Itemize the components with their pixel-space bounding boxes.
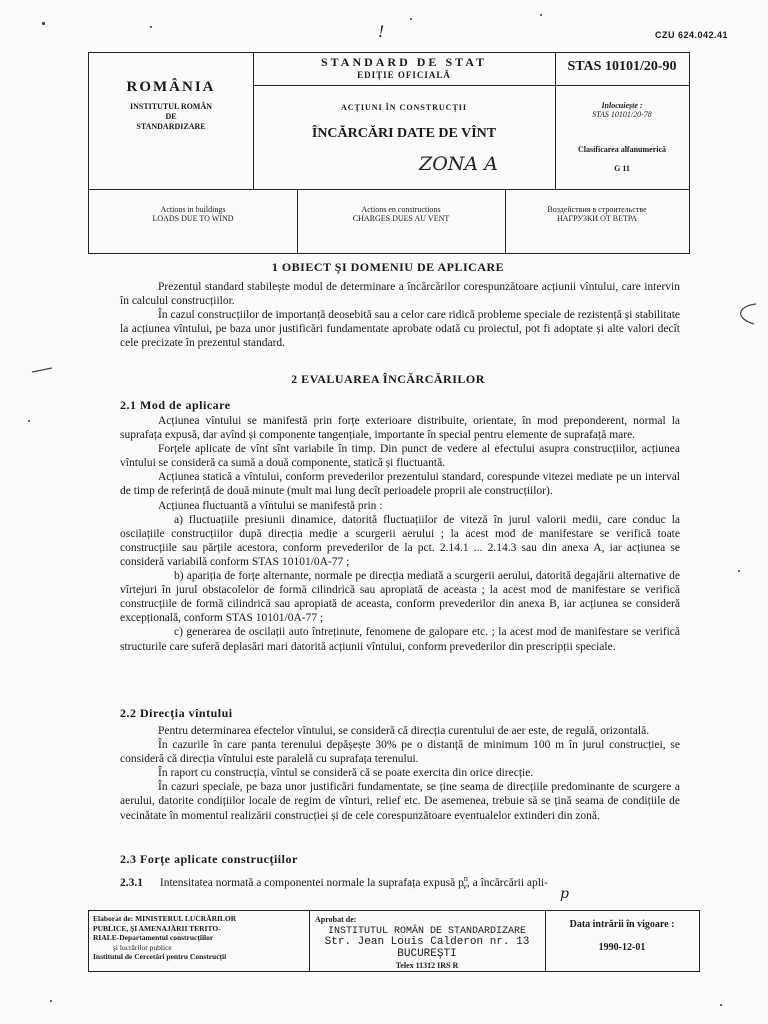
subject-label: ACȚIUNI ÎN CONSTRUCȚII — [340, 103, 468, 112]
subsection-2-2-body — [120, 724, 680, 823]
stas-code: STAS 10101/20-90 — [567, 59, 677, 74]
clause-2-3-1 — [120, 874, 690, 891]
clause-number: 2.3.1 — [120, 876, 143, 889]
section-1-title: 1 OBIECT ŞI DOMENIU DE APLICARE — [271, 260, 505, 274]
main-title: ÎNCĂRCĂRI DATE DE VÎNT — [311, 126, 497, 141]
intrare-block — [545, 919, 699, 953]
paragraph: În cazuri speciale, pe baza unor justificări fundamentate, se ține seama de direcțiile predominante de scurgere a aerului, datorite condițiilor locale de regim de vînturi, relief etc. De asemenea, trebuie să se țină seama de condițiile de vecinătate în momentul realizării construcției și de cele corespunzătoare eventualelor extinderi din zonă. — [120, 781, 680, 822]
subsection-2-1-title: 2.1 Mod de aplicare — [120, 398, 231, 412]
translation-line: Воздействия в строительстве — [547, 205, 647, 214]
institute-block — [89, 79, 253, 132]
elaborat-line: Institutul de Cercetări pentru Construcții — [93, 952, 227, 961]
elaborat-label: Elaborat de: — [93, 914, 134, 923]
handwritten-symbol: p — [560, 886, 569, 902]
paragraph: Acțiunea fluctuantă a vîntului se manifestă prin : — [158, 499, 383, 512]
footer-box — [88, 910, 700, 972]
paragraph: Pentru determinarea efectelor vîntului, se consideră că direcția curentului de aer este, de regulă, orizontală. — [158, 725, 650, 737]
section-2-title: 2 EVALUAREA ÎNCĂRCĂRILOR — [291, 372, 485, 386]
translation-line: Actions in buildings — [160, 205, 226, 214]
classification-value: G 11 — [614, 164, 630, 173]
elaborat-line: şi lucrărilor publice — [113, 942, 172, 952]
margin-mark — [730, 300, 760, 330]
list-item: b) apariția de forțe alternante, normale pe direcția mediată a scurgerii aerului, datorită degajării alternative de vîrtejuri în jurul obstacolelor de formă cilindrică sau apropiată de aceasta ; la acest mod de manifestare se verifică construcțiile de formă cilindrică sau apropiată de aceasta, conform prevederilor din anexa B, iar acțiunea se consideră excepțională, conform STAS 10101/0A-77 ; — [120, 570, 680, 625]
aprobat-block — [309, 914, 545, 972]
elaborat-line: RIALE-Departamentul construcțiilor — [93, 933, 214, 942]
paragraph: Acțiunea statică a vîntului, conform prevederilor prezentului standard, corespunde vitezei mediate pe un interval de timp de referință de două minute (mult mai lung decît perioadele proprii ale construcțiilor). — [120, 471, 680, 498]
aprobat-line: Str. Jean Louis Calderon nr. 13 — [324, 936, 530, 948]
classification-label: Clasificarea alfanumerică — [577, 145, 667, 154]
elaborat-block — [93, 914, 307, 962]
clause-tail: , a încărcării apli- — [466, 876, 548, 889]
aprobat-label: Aprobat de: — [315, 915, 357, 924]
aprobat-line: INSTITUTUL ROMÂN DE STANDARDIZARE — [327, 925, 527, 937]
paragraph: În raport cu construcția, vîntul se consideră că se poate exercita din orice direcție. — [158, 767, 534, 780]
header-mark: ! — [378, 22, 385, 41]
institute-line: INSTITUTUL ROMÂN — [129, 102, 212, 111]
clause-symbol-sup: n — [463, 874, 468, 883]
standard-title: STANDARD DE STAT — [320, 55, 488, 69]
paragraph: Forțele aplicate de vînt sînt variabile în timp. Din punct de vedere al efectului asupra construcțiilor, acțiunea vîntului se consideră ca sumă a două componente, statică și fluctuantă. — [120, 443, 680, 470]
intrare-label: Data intrării în vigoare : — [569, 919, 675, 930]
aprobat-line: BUCUREŞTI — [397, 947, 457, 960]
paragraph: În cazul construcțiilor de importanță deosebită sau a celor care ridică probleme speciale de rezistență și stabilitate la acțiunea vîntului, pe baza unor justificări fundamentate aprobate odată cu proiectul, pot fi adoptate și alte valori decît cele precizate în prezentul standard. — [120, 309, 680, 350]
institute-line: DE — [165, 112, 177, 121]
clause-text: Intensitatea normată a componentei normale la suprafața expusă p — [159, 876, 464, 889]
handwritten-note: ZONA A — [419, 153, 498, 175]
translation-en — [89, 205, 297, 223]
translation-line: НАГРУЗКИ ОТ ВЕТРА — [556, 214, 638, 223]
translation-ru — [505, 205, 689, 223]
elaborat-line: PUBLICE, ŞI AMENAJĂRII TERITO- — [93, 923, 221, 933]
list-item: a) fluctuațiile presiunii dinamice, datorită fluctuațiilor de viteză în jurul valorii medii, care conduc la oscilațiile construcțiilor după direcția medie a scurgerii aerului ; la acest mod de manifestare se verifică toate construcțiile sau părțile acestora, conform prevederilor de la pct. 2.14.1 ... 2.14.3 sau din anexa A, iar acțiunea se consideră variabilă conform STAS 10101/0A-77 ; — [120, 513, 680, 568]
subsection-2-2-title: 2.2 Direcția vîntului — [120, 706, 233, 720]
translation-fr — [297, 205, 505, 223]
institute-line: STANDARDIZARE — [136, 122, 206, 131]
subsection-2-3-title: 2.3 Forțe aplicate construcțiilor — [120, 852, 298, 866]
replaces-value: STAS 10101/20-78 — [592, 110, 652, 119]
country-name: ROMÂNIA — [126, 79, 216, 95]
standard-header — [88, 52, 690, 254]
paragraph: În cazurile în care panta terenului depășește 30% pe o distanță de minimum 100 m în jurul construcției, se consideră că direcția vîntului este paralelă cu suprafața terenului. — [120, 739, 680, 766]
czu-code: CZU 624.042.41 — [654, 30, 728, 40]
replaces-label: Inlocuiește : — [601, 101, 643, 110]
section-1-body — [120, 280, 680, 350]
elaborat-line: MINISTERUL LUCRĂRILOR — [135, 914, 237, 923]
margin-mark — [30, 360, 56, 382]
clause-symbol-sub: v — [462, 882, 467, 892]
translation-line: LOADS DUE TO WIND — [152, 214, 234, 223]
paragraph: Prezentul standard stabilește modul de determinare a încărcărilor corespunzătoare acțiunii vîntului, care intervin în calculul construcțiilor. — [120, 281, 680, 308]
aprobat-line: Telex 11312 IRS R — [395, 961, 459, 970]
list-item: c) generarea de oscilații auto întreținute, fenomene de galopare etc. ; la acest mod de manifestare se verifică structurile care suferă deplasări mari datorită acțiunii vîntului, conform prevederilor din prescripții speciale. — [120, 626, 680, 653]
translation-line: CHARGES DUES AU VENT — [352, 214, 450, 223]
edition-label: EDIȚIE OFICIALĂ — [357, 70, 451, 80]
subsection-2-1-body — [120, 414, 680, 654]
translation-line: Actions en constructions — [361, 205, 441, 214]
intrare-value: 1990-12-01 — [598, 942, 646, 953]
paragraph: Acțiunea vîntului se manifestă prin forțe exterioare distribuite, orientate, în mod preponderent, normal la suprafața expusă, dar avînd și componente tangențiale, importante în special pentru elemente de suprafață mare. — [120, 415, 680, 442]
